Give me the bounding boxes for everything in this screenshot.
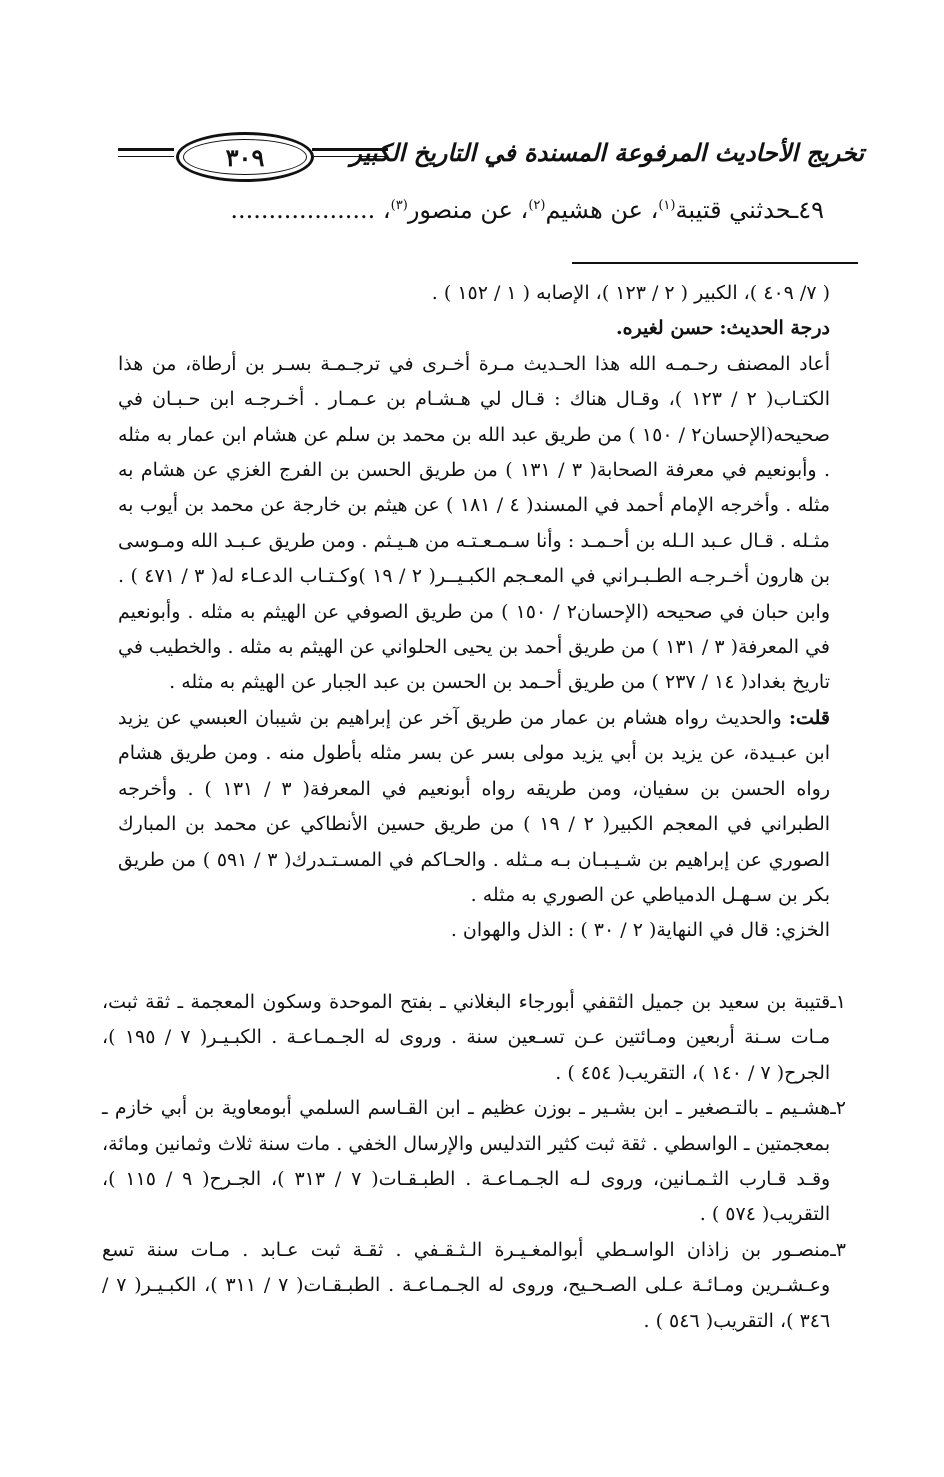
hadith-number: ٤٩ـ bbox=[791, 196, 824, 224]
paragraph-takhrij: أعاد المصنف رحـمـه الله هذا الحـديث مـرة أخـرى في ترجـمـة بسـر بن أرطاة، من هذا الكتـاب( ٢ / ١٢٣ )، وقـال هناك : قـال لي هـشـام بن عـمـار . أخـرجـه ابن حـبـان في صحيحه(الإحسان٢ / ١٥٠ ) من طريق عبد الله بن محمد بن سلم عن هشام ابن عمار به مثله . وأبونعيم في معرفة الصحابة( ٣ / ١٣١ ) من طريق الحسن بن الفرج الغزي عن هشام به مثله . وأخرجه الإمام أحمد في المسند( ٤ / ١٨١ ) عن هيثم بن خارجة عن محمد بن أيوب به مثـله . قـال عـبد الـله بن أحـمـد : وأنا سـمـعـتـه من هـيـثم . ومن طريق عـبـد الله ومـوسى بن هارون أخـرجـه الطـبـراني في المعـجم الكبـيــر( ٢ / ١٩ )وكـتـاب الدعـاء له( ٣ / ٤٧١ ) . وابن حبان في صحيحه (الإحسان٢ / ١٥٠ ) من طريق الصوفي عن الهيثم به مثله . وأبونعيم في المعرفة( ٣ / ١٣١ ) من طريق أحمد بن يحيى الحلواني عن الهيثم به مثله . والخطيب في تاريخ بغداد( ١٤ / ٢٣٧ ) من طريق أحـمد بن الحسن بن عبد الجبار عن الهيثم به مثله . bbox=[118, 352, 831, 694]
footnote-item bbox=[102, 985, 846, 1091]
grade-line bbox=[118, 311, 830, 346]
header-rule-left-top bbox=[118, 148, 174, 151]
hadith-text-2: ، عن هشيم bbox=[545, 196, 659, 224]
footnote-separator bbox=[572, 262, 858, 264]
footnote-item bbox=[102, 1091, 846, 1233]
hadith-text-3: ، عن منصور bbox=[407, 196, 529, 224]
footnote-text: قتيبة بن سعيد بن جميل الثقفي أبورجاء البغلاني ـ بفتح الموحدة وسكون المعجمة ـ ثقة ثبت، مـات سـنة أربعين ومـائتين عـن تسـعين سنة . وروى له الجـمـاعـة . الكبـيـر( ٧ / ١٩٥ )، الجرح( ٧ / ١٤٠ )، التقريب( ٤٥٤ ) . bbox=[102, 991, 831, 1084]
qult-text: والحديث رواه هشام بن عمار من طريق آخر عن إبراهيم بن شيبان العبسي عن يزيد ابن عبـيدة، عن يزيد بن أبي يزيد مولى بسر عن بسر مثله بأطول منه . ومن طريق هشام رواه الحسن بن سفيان، ومن طريقه رواه أبونعيم في المعرفة( ٣ / ١٣١ ) . وأخرجه الطبراني في المعجم الكبير( ٢ / ١٩ ) من طريق حسين الأنطاكي عن محمد بن المبارك الصوري عن إبراهيم بن شـيـبـان بـه مـثله . والحـاكم في المسـتـدرك( ٣ / ٥٩١ ) من طريق بكر بن سـهـل الدمياطي عن الصوري به مثله . bbox=[118, 706, 831, 906]
footnote-text: هشـيم ـ بالتـصغير ـ ابن بشـير ـ بوزن عظيم ـ ابن القـاسم السلمي أبومعاوية بن أبي خازم ـ بمعجمتين ـ الواسطي . ثقة ثبت كثير التدليس والإرسال الخفي . مات سنة ثلاث وثمانين ومائة، وقـد قـارب الثـمـانين، وروى لـه الجـمـاعـة . الطبـقـات( ٧ / ٣١٣ )، الجـرح( ٩ / ١١٥ )، التقريب( ٥٧٤ ) . bbox=[102, 1097, 831, 1226]
footnote-number: ٣ـ bbox=[830, 1238, 846, 1261]
footnote-item bbox=[102, 1233, 846, 1339]
references-line: ( ٧/ ٤٠٩ )، الكبير ( ٢ / ١٢٣ )، الإصابه ( ١ / ١٥٢ ) . bbox=[431, 282, 830, 304]
grade-value: حسن لغيره. bbox=[615, 317, 714, 340]
qult-label: قلت: bbox=[788, 706, 830, 729]
grade-label: درجة الحديث: bbox=[719, 317, 830, 340]
page-number-oval bbox=[176, 132, 314, 182]
paragraph-qult bbox=[118, 701, 830, 913]
hadith-text-4: ، ................... bbox=[230, 196, 391, 224]
footnote-ref-3: (٣) bbox=[390, 198, 408, 213]
hadith-text-1: حدثني قتيبة bbox=[675, 196, 792, 224]
footnote-ref-1: (١) bbox=[658, 198, 676, 213]
page-number: ٣٠٩ bbox=[225, 142, 265, 172]
running-header bbox=[118, 128, 864, 186]
footnote-ref-2: (٢) bbox=[528, 198, 546, 213]
footnote-number: ١ـ bbox=[830, 991, 846, 1013]
header-rule-left-bottom bbox=[118, 156, 174, 157]
footnote-text: منصـور بن زاذان الواسـطي أبوالمغـيـرة الـثـقـفي . ثقـة ثبت عـابد . مـات سنة تسع وعـشـرين ومـائـة عـلى الصـحـيح، وروى له الجـمـاعـة . الطبـقـات( ٧ / ٣١١ )، الكبـيـر( ٧ / ٣٤٦ )، التقريب( ٥٤٦ ) . bbox=[102, 1238, 831, 1332]
khizy-note: الخزي: قال في النهاية( ٢ / ٣٠ ) : الذل والهوان . bbox=[450, 919, 830, 942]
footnote-number: ٢ـ bbox=[830, 1097, 846, 1120]
hadith-line bbox=[124, 196, 824, 224]
header-title: تخريج الأحاديث المرفوعة المسندة في التاريخ الكبير bbox=[350, 138, 864, 167]
footnotes bbox=[102, 985, 846, 1339]
commentary bbox=[118, 276, 830, 949]
